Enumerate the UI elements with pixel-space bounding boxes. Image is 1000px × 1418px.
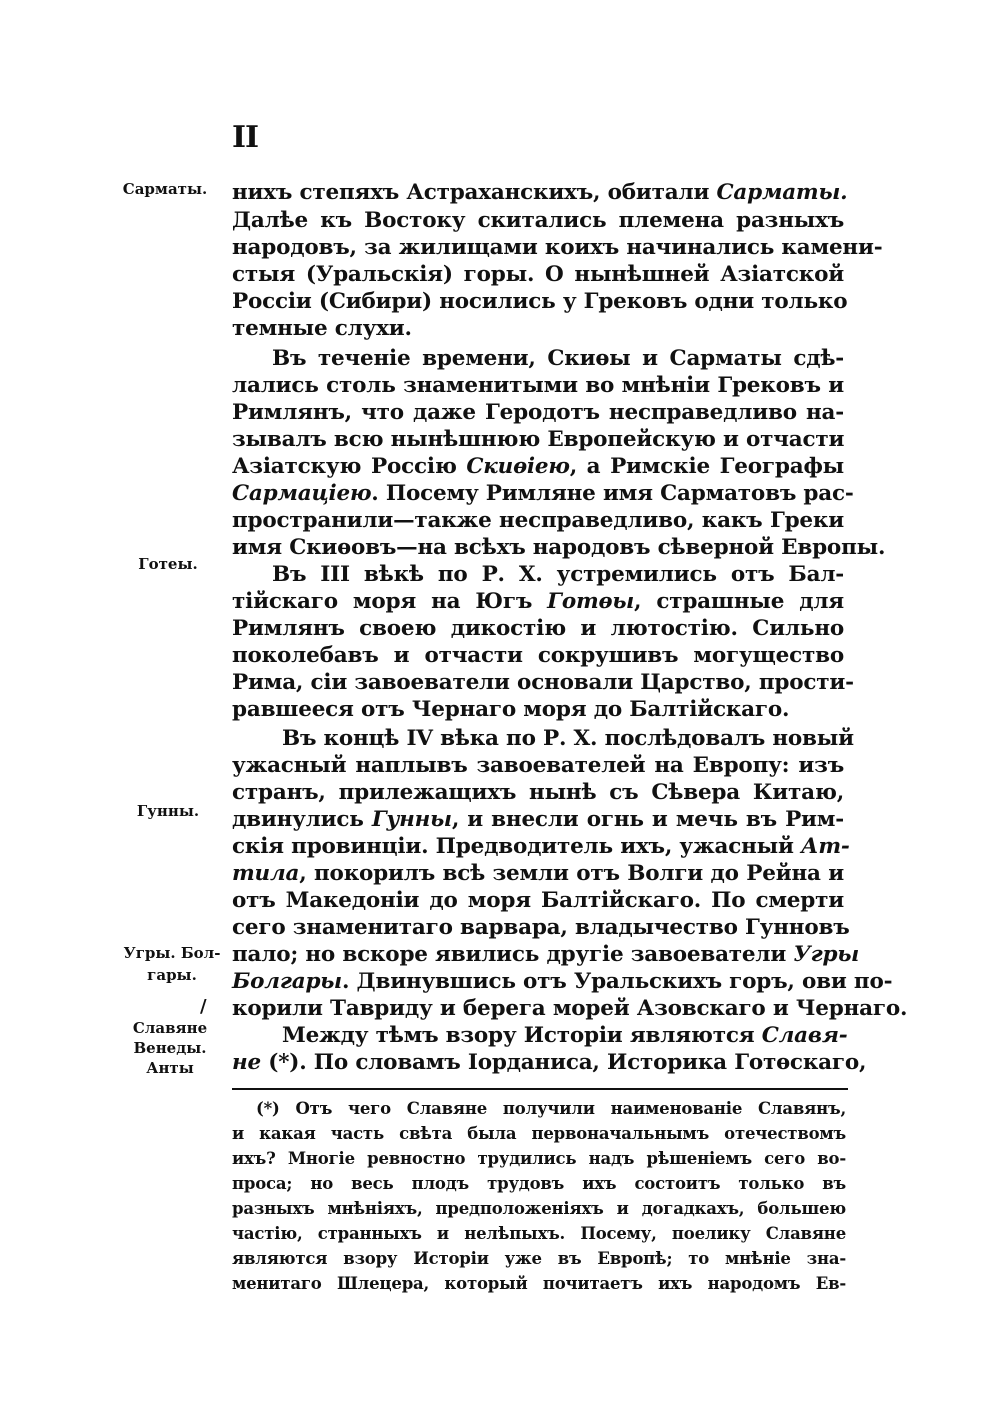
- text-run: Римлянъ своею дикостію и лютостію. Сильно: [232, 616, 844, 641]
- italic-term: Готѳы: [547, 589, 635, 614]
- text-line: [232, 859, 844, 889]
- italic-term: Славя-: [761, 1023, 848, 1048]
- footnote-line: ихъ? Многіе ревностно трудились надъ рѣшеніемъ сего во-: [232, 1149, 846, 1168]
- text-line: [232, 805, 844, 835]
- text-line: [232, 260, 844, 290]
- text-run: (*). По словамъ Іорданиса, Историка Готѳскаго,: [260, 1050, 867, 1075]
- text-run: имя Скиѳовъ—на всѣхъ народовъ сѣверной Европы.: [232, 535, 886, 560]
- margin-note-gunny: [122, 800, 214, 822]
- text-run: . Посему Римляне имя Сарматовъ рас-: [371, 481, 854, 506]
- text-line: [272, 560, 844, 590]
- margin-mark: /: [200, 996, 207, 1017]
- italic-term: Сарматы.: [716, 180, 848, 205]
- text-line: [232, 398, 844, 428]
- italic-term: не: [232, 1050, 261, 1075]
- text-line: [232, 886, 844, 916]
- text-run: , а Римскіе Географы: [569, 454, 844, 479]
- text-run: , и внесли огнь и мечь въ Рим-: [451, 807, 844, 832]
- footnote-line: частію, странныхъ и нелѣпыхъ. Посему, поелику Славяне: [232, 1224, 846, 1243]
- footnote-line: и какая часть свѣта была первоначальнымъ отечествомъ: [232, 1124, 846, 1143]
- text-run: , покорилъ всѣ земли отъ Волги до Рейна и: [299, 861, 844, 886]
- margin-note-text: Сарматы.: [122, 180, 208, 198]
- footnote-line: являются взору Исторіи уже въ Европѣ; то мнѣніе зна-: [232, 1249, 846, 1268]
- text-line: [232, 287, 848, 317]
- text-line: [232, 178, 848, 208]
- margin-note-text: Готеы.: [138, 555, 198, 573]
- text-run: зывалъ всю нынѣшнюю Европейскую и отчасти: [232, 427, 845, 452]
- text-line: [282, 1021, 848, 1051]
- text-line: [232, 425, 844, 455]
- text-line: [232, 668, 854, 698]
- text-line: [232, 533, 886, 563]
- text-run: Въ III вѣкѣ по Р. Х. устремились отъ Бал-: [272, 562, 844, 587]
- text-run: темные слухи.: [232, 316, 412, 341]
- text-run: стыя (Уральскія) горы. О нынѣшней Азіатской: [232, 262, 844, 287]
- footnote-line: проса; но весь плодъ трудовъ ихъ состоитъ только въ: [232, 1174, 846, 1193]
- text-line: [232, 614, 844, 644]
- text-line: [232, 751, 844, 781]
- text-run: тійскаго моря на Югъ: [232, 589, 548, 614]
- italic-term: Болгары: [232, 969, 342, 994]
- footnote-line: разныхъ мнѣніяхъ, предположеніяхъ и догадкахъ, большею: [232, 1199, 846, 1218]
- text-run: поколебавъ и отчасти сокрушивъ могущество: [232, 643, 844, 668]
- margin-note-slavyane: [120, 1018, 220, 1078]
- margin-note-text: Анты: [146, 1059, 194, 1077]
- text-run: странъ, прилежащихъ нынѣ съ Сѣвера Китаю,: [232, 780, 844, 805]
- text-line: [232, 506, 844, 536]
- text-run: отъ Македоніи до моря Балтійскаго. По смерти: [232, 888, 844, 913]
- text-run: равшееся отъ Чернаго моря до Балтійскаго.: [232, 697, 790, 722]
- italic-term: Ат-: [801, 834, 850, 859]
- text-run: скія провинціи. Предводитель ихъ, ужасный: [232, 834, 802, 859]
- text-line: [232, 479, 854, 509]
- margin-note-sarmaty: [106, 178, 224, 200]
- text-run: двинулись: [232, 807, 372, 832]
- text-line: [272, 344, 844, 374]
- margin-note-text: Угры. Бол-: [123, 944, 221, 962]
- italic-term: Скиѳіею: [466, 454, 570, 479]
- margin-note-ugry: [110, 942, 234, 986]
- text-line: [232, 778, 844, 808]
- text-line: [232, 832, 850, 862]
- italic-term: Сармаціею: [232, 481, 372, 506]
- margin-note-text: гары.: [147, 966, 197, 984]
- text-run: Далѣе къ Востоку скитались племена разныхъ: [232, 208, 844, 233]
- text-run: . Двинувшись отъ Уральскихъ горъ, ови по-: [341, 969, 893, 994]
- text-run: Рима, сіи завоеватели основали Царство, прости-: [232, 670, 854, 695]
- text-line: [232, 994, 908, 1024]
- text-run: пространили—также несправедливо, какъ Греки: [232, 508, 844, 533]
- text-run: Римлянъ, что даже Геродотъ несправедливо на-: [232, 400, 844, 425]
- text-run: Россіи (Сибири) носились у Грековъ одни только: [232, 289, 848, 314]
- text-line: [232, 314, 844, 344]
- text-line: [232, 913, 850, 943]
- text-run: Въ теченіе времени, Скиѳы и Сарматы сдѣ-: [272, 346, 844, 371]
- text-run: пало; но вскоре явились другіе завоеватели: [232, 942, 794, 967]
- text-line: [232, 695, 844, 725]
- margin-note-goty: [122, 553, 214, 575]
- text-run: лались столь знаменитыми во мнѣніи Грековъ и: [232, 373, 844, 398]
- margin-note-text: Гунны.: [136, 802, 200, 820]
- italic-term: тила: [232, 861, 300, 886]
- text-run: народовъ, за жилищами коихъ начинались камени-: [232, 235, 883, 260]
- text-line: [232, 206, 844, 236]
- italic-term: Гунны: [371, 807, 452, 832]
- text-line: [232, 452, 844, 482]
- text-run: ужасный наплывъ завоевателей на Европу: изъ: [232, 753, 844, 778]
- text-line: [232, 967, 893, 997]
- margin-note-text: Славяне: [132, 1019, 208, 1037]
- footnote-rule: [232, 1088, 848, 1090]
- italic-term: Угры: [793, 942, 860, 967]
- text-run: сего знаменитаго варвара, владычество Гунновъ: [232, 915, 850, 940]
- text-line: [232, 940, 860, 970]
- text-run: Азіатскую Россію: [232, 454, 467, 479]
- text-line: [232, 1048, 867, 1078]
- text-line: [232, 641, 844, 671]
- text-run: корили Тавриду и берега морей Азовскаго и Чернаго.: [232, 996, 908, 1021]
- text-run: Въ концѣ IV вѣка по Р. Х. послѣдовалъ новый: [282, 726, 854, 751]
- text-line: [232, 587, 844, 617]
- text-run: , страшные для: [634, 589, 844, 614]
- text-run: Между тѣмъ взору Исторіи являются: [282, 1023, 762, 1048]
- footnote-line: (*) Отъ чего Славяне получили наименованіе Славянъ,: [256, 1099, 846, 1118]
- text-line: [232, 233, 883, 263]
- page-number: II: [232, 120, 259, 155]
- text-run: нихъ степяхъ Астраханскихъ, обитали: [232, 180, 717, 205]
- text-line: [282, 724, 854, 754]
- margin-note-text: Венеды.: [133, 1039, 207, 1057]
- text-line: [232, 371, 844, 401]
- footnote-line: менитаго Шлецера, который почитаетъ ихъ народомъ Ев-: [232, 1274, 846, 1293]
